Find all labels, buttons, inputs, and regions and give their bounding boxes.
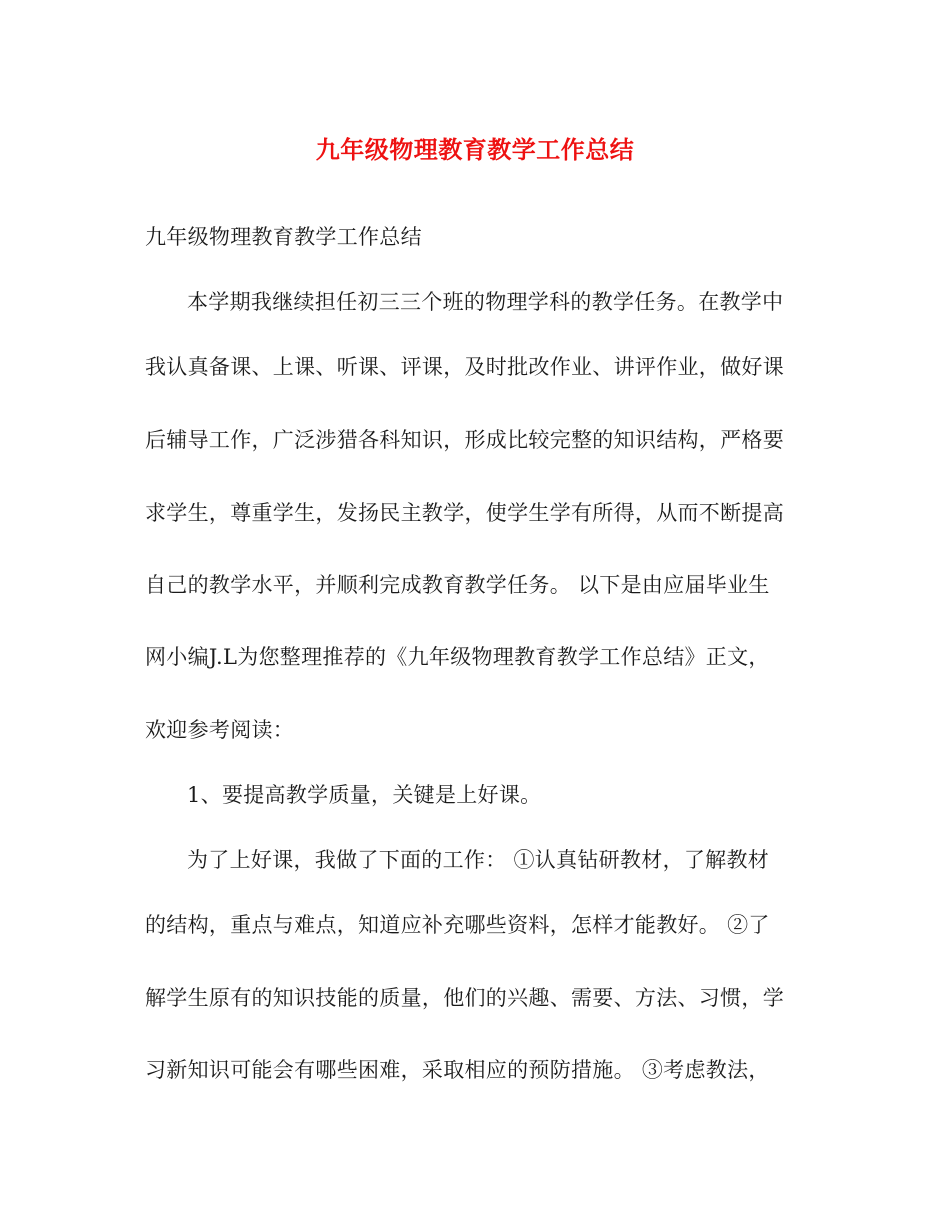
section-heading: 1、要提高教学质量，关键是上好课。 <box>187 783 542 807</box>
paragraph-line: 为了上好课，我做了下面的工作： ①认真钻研教材，了解教材 <box>187 848 770 872</box>
paragraph-line: 自己的教学水平，并顺利完成教育教学任务。 以下是由应届毕业生 <box>145 573 770 597</box>
paragraph-line: 求学生，尊重学生，发扬民主教学，使学生学有所得，从而不断提高 <box>145 501 784 525</box>
paragraph-line: 我认真备课、上课、听课、评课，及时批改作业、讲评作业，做好课 <box>145 355 784 379</box>
document-title: 九年级物理教育教学工作总结 <box>315 135 635 164</box>
paragraph-line: 欢迎参考阅读： <box>145 718 295 742</box>
paragraph-line: 后辅导工作，广泛涉猎各科知识，形成比较完整的知识结构，严格要 <box>145 428 784 452</box>
paragraph-line: 解学生原有的知识技能的质量，他们的兴趣、需要、方法、习惯，学 <box>145 986 784 1010</box>
paragraph-line: 的结构，重点与难点，知道应补充哪些资料，怎样才能教好。 ②了 <box>145 913 770 937</box>
paragraph-line: 网小编J.L为您整理推荐的《九年级物理教育教学工作总结》正文， <box>145 645 770 669</box>
paragraph-line: 习新知识可能会有哪些困难，采取相应的预防措施。 ③考虑教法， <box>145 1058 770 1082</box>
paragraph-line: 本学期我继续担任初三三个班的物理学科的教学任务。在教学中 <box>187 290 784 314</box>
document-subtitle: 九年级物理教育教学工作总结 <box>145 225 422 249</box>
